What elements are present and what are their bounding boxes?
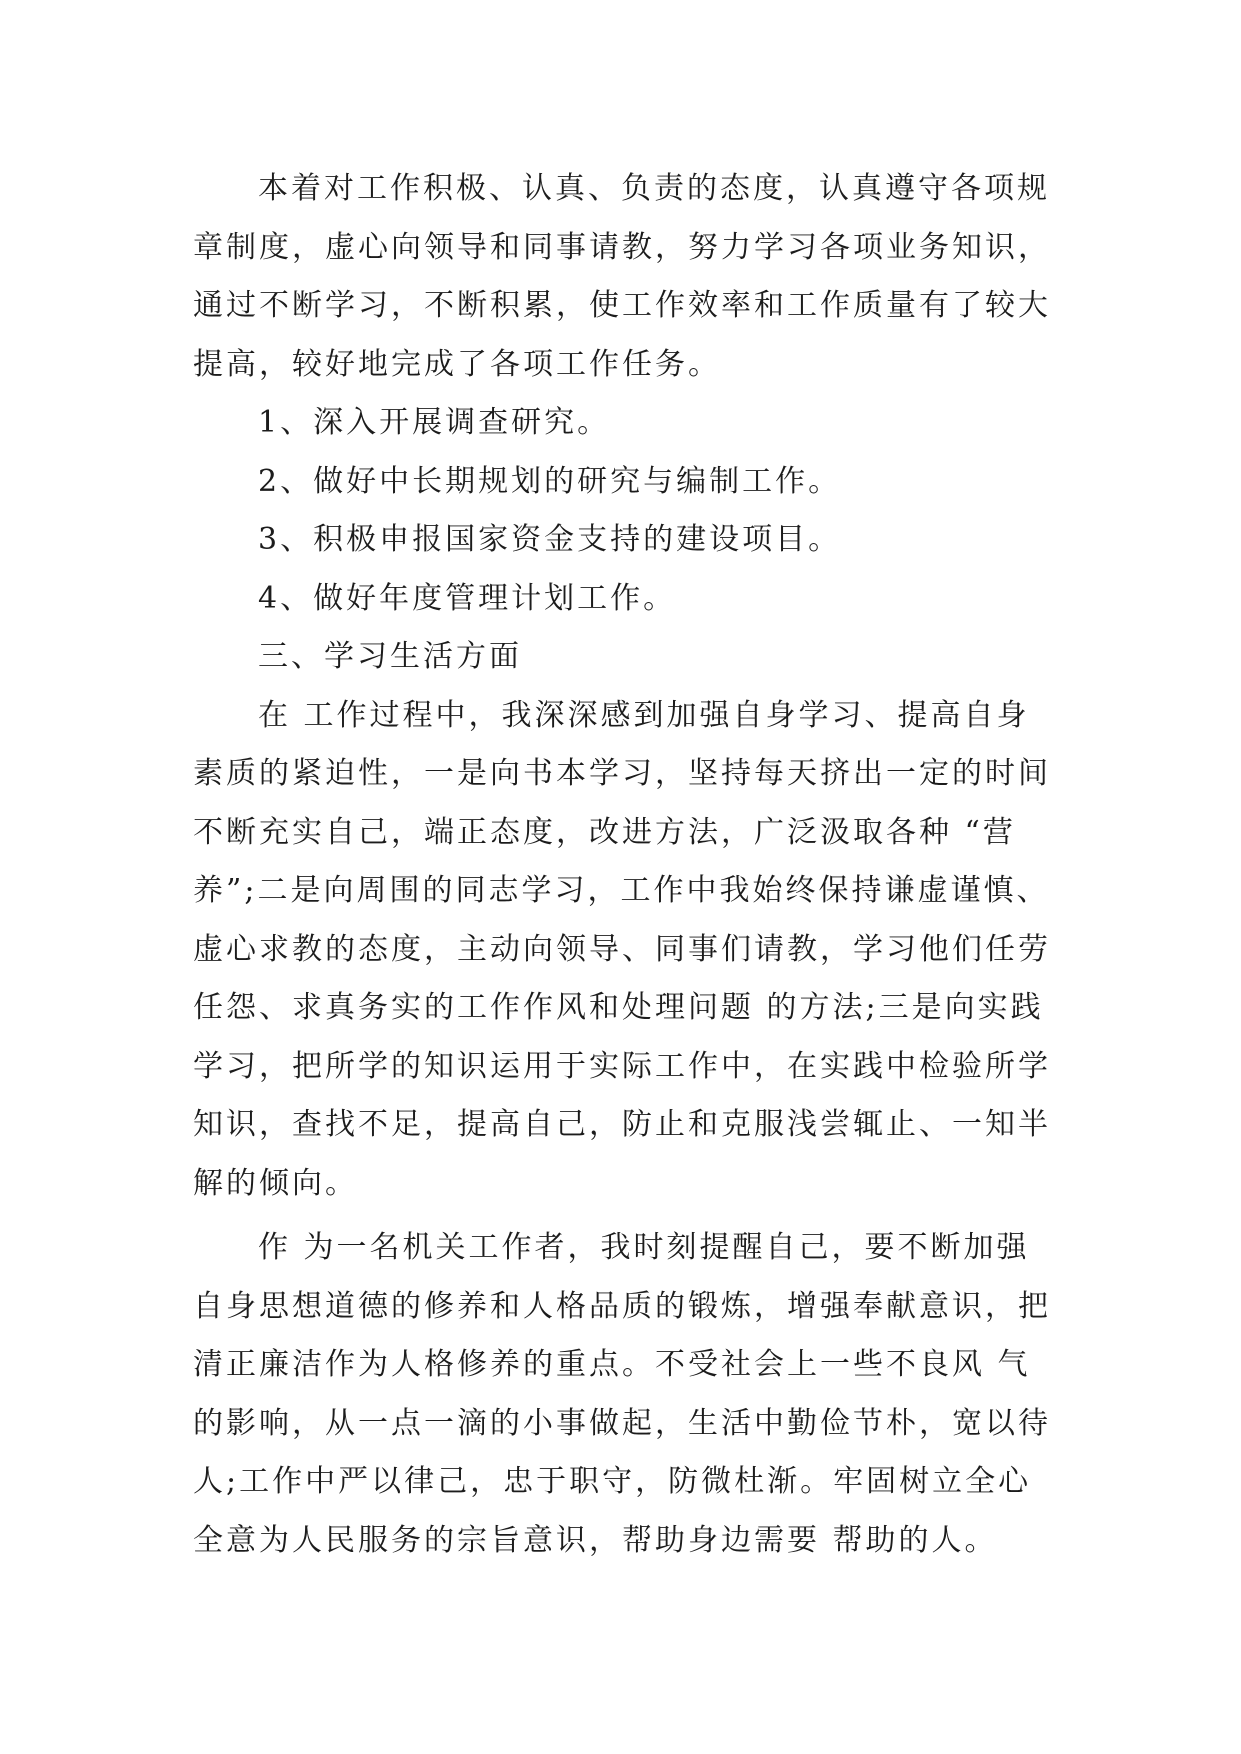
document-body <box>193 160 1065 1570</box>
text-line: 不断充实自己，端正态度，改进方法，广泛汲取各种 “营 <box>193 814 1016 850</box>
text-line: 素质的紧迫性，一是向书本学习，坚持每天挤出一定的时间 <box>193 756 1051 791</box>
text-line: 提高，较好地完成了各项工作任务。 <box>193 346 721 382</box>
paragraph-study <box>193 687 1065 1214</box>
list-item: 1、深入开展调查研究。 <box>258 405 611 440</box>
text-line: 的影响，从一点一滴的小事做起，生活中勤俭节朴，宽以待 <box>193 1405 1051 1441</box>
task-list <box>193 394 1065 628</box>
text-line: 在 工作过程中，我深深感到加强自身学习、提高自身 <box>258 697 1030 733</box>
text-line: 解的倾向。 <box>193 1165 358 1201</box>
list-item: 4、做好年度管理计划工作。 <box>258 580 677 616</box>
section-heading: 三、学习生活方面 <box>258 639 522 674</box>
text-line: 任怨、求真务实的工作作风和处理问题 的方法;三是向实践 <box>193 990 1044 1025</box>
text-line: 清正廉洁作为人格修养的重点。不受社会上一些不良风 气 <box>193 1347 1031 1382</box>
text-line: 通过不断学习，不断积累，使工作效率和工作质量有了较大 <box>193 288 1051 323</box>
text-line: 学习，把所学的知识运用于实际工作中，在实践中检验所学 <box>193 1048 1051 1084</box>
text-line: 知识，查找不足，提高自己，防止和克服浅尝辄止、一知半 <box>193 1107 1051 1142</box>
text-line: 养”;二是向周围的同志学习，工作中我始终保持谦虚谨慎、 <box>193 873 1050 908</box>
list-item: 2、做好中长期规划的研究与编制工作。 <box>258 463 842 499</box>
text-line: 作 为一名机关工作者，我时刻提醒自己，要不断加强 <box>258 1230 1030 1265</box>
text-line: 本着对工作积极、认真、负责的态度，认真遵守各项规 <box>258 171 1050 206</box>
text-line: 虚心求教的态度，主动向领导、同事们请教，学习他们任劳 <box>193 931 1051 967</box>
text-line: 全意为人民服务的宗旨意识，帮助身边需要 帮助的人。 <box>193 1522 998 1558</box>
text-line: 自身思想道德的修养和人格品质的锻炼，增强奉献意识，把 <box>193 1288 1051 1324</box>
text-line: 章制度，虚心向领导和同事请教，努力学习各项业务知识， <box>193 229 1051 265</box>
text-line: 人;工作中严以律己，忠于职守，防微杜渐。牢固树立全心 <box>193 1464 1032 1499</box>
paragraph-conduct <box>193 1219 1065 1570</box>
list-item: 3、积极申报国家资金支持的建设项目。 <box>258 522 842 557</box>
paragraph-work-attitude <box>193 160 1065 394</box>
